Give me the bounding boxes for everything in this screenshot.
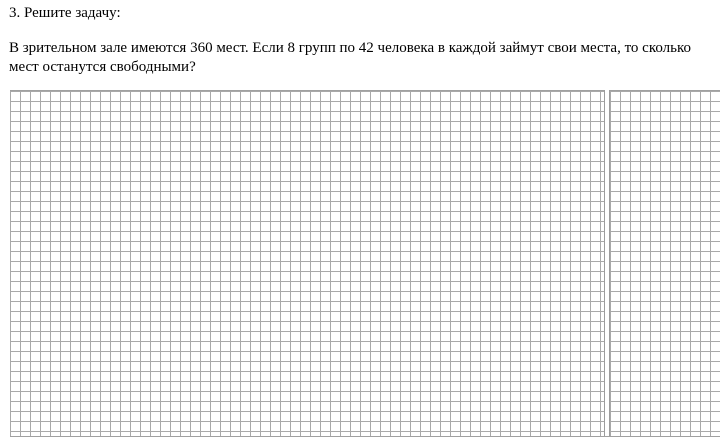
grid-separator-right-edge (609, 90, 610, 436)
problem-line-2: мест останутся свободными? (9, 59, 196, 75)
grid-separator-left-edge (604, 90, 605, 436)
problem-statement (9, 39, 720, 77)
task-heading: 3. Решите задачу: (9, 5, 121, 21)
graph-paper-answer-area[interactable] (10, 90, 720, 437)
problem-line-1: В зрительном зале имеются 360 мест. Если 8 групп по 42 человека в каждой займут свои места, то сколько (9, 40, 692, 56)
